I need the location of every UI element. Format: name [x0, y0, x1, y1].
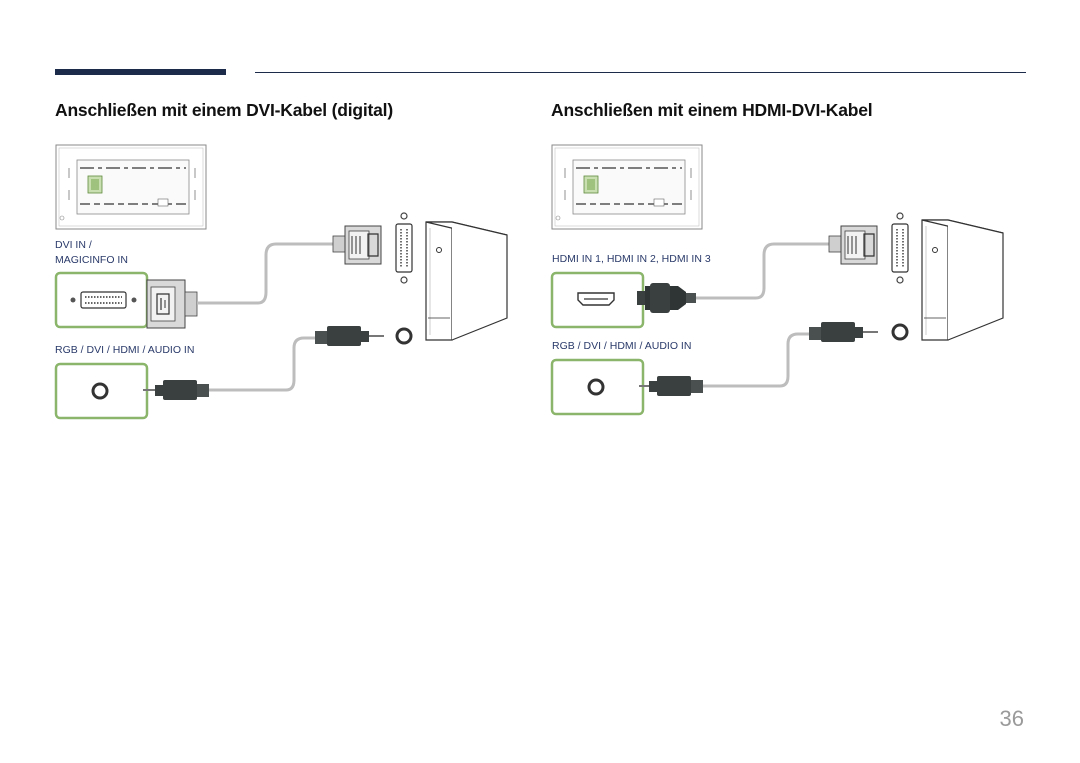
audio-plug-pc-side — [315, 326, 384, 346]
page-number: 36 — [999, 706, 1024, 731]
hdmi-dvi-connection-diagram — [546, 140, 1016, 430]
display-back-panel — [56, 145, 206, 229]
audio-plug-display-side — [143, 380, 209, 400]
header-accent-bar — [55, 69, 226, 75]
pc-audio-port — [893, 325, 907, 339]
hdmi-plug — [637, 283, 696, 313]
display-audio-port — [56, 364, 147, 418]
display-audio-port — [552, 360, 643, 414]
dvi-connection-diagram — [50, 140, 520, 430]
audio-port-label-right: RGB / DVI / HDMI / AUDIO IN — [552, 340, 692, 352]
section-title-dvi: Anschließen mit einem DVI-Kabel (digital) — [55, 100, 393, 120]
header-rule — [255, 72, 1026, 73]
pc-tower — [922, 220, 1003, 340]
dvi-plug-pc-side — [829, 226, 877, 264]
hdmi-port-label: HDMI IN 1, HDMI IN 2, HDMI IN 3 — [552, 253, 711, 265]
pc-dvi-port — [892, 213, 908, 283]
pc-audio-port — [397, 329, 411, 343]
section-title-hdmi-dvi: Anschließen mit einem HDMI-DVI-Kabel — [551, 100, 873, 120]
dvi-port-label: DVI IN / MAGICINFO IN — [55, 239, 128, 266]
audio-port-label-left: RGB / DVI / HDMI / AUDIO IN — [55, 344, 195, 356]
pc-tower — [426, 222, 507, 340]
display-dvi-port — [56, 273, 147, 327]
display-hdmi-port — [552, 273, 643, 327]
dvi-plug-pc-side — [333, 226, 381, 264]
dvi-plug-display-side — [147, 280, 197, 328]
pc-dvi-port — [396, 213, 412, 283]
audio-plug-display-side — [639, 376, 703, 396]
display-back-panel — [552, 145, 702, 229]
audio-plug-pc-side — [809, 322, 878, 342]
